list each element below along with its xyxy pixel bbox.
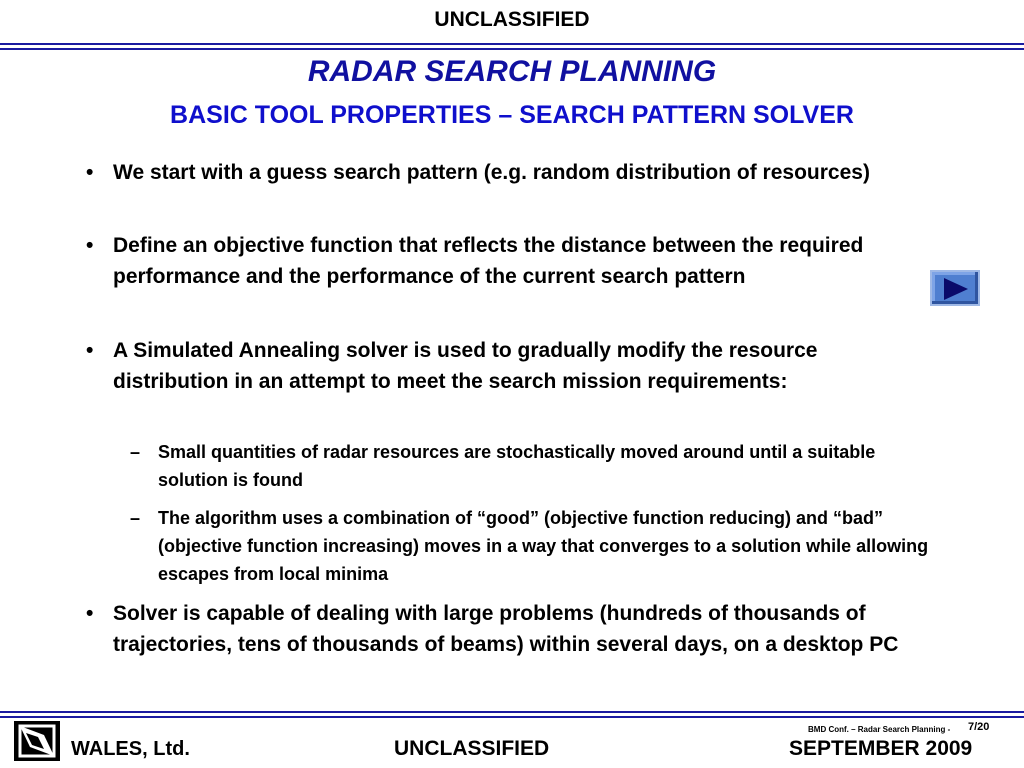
- bullet-text: Solver is capable of dealing with large problems (hundreds of thousands of trajectories, tens of thousands of beams) within several days, on a desktop PC: [113, 602, 899, 656]
- bullet-text: A Simulated Annealing solver is used to gradually modify the resource distribution in an attempt to meet the search mission requirements:: [113, 339, 818, 393]
- sub-bullet-text: Small quantities of radar resources are stochastically moved around until a suitable solution is found: [158, 442, 876, 490]
- slide-subtitle: BASIC TOOL PROPERTIES – SEARCH PATTERN SOLVER: [170, 101, 854, 129]
- conference-note: [808, 725, 950, 734]
- bullet-marker: •: [86, 339, 94, 362]
- wales-logo-icon: [14, 721, 60, 761]
- classification-header: UNCLASSIFIED: [434, 8, 590, 31]
- footer-date: SEPTEMBER 2009: [789, 737, 973, 760]
- next-slide-button[interactable]: [930, 270, 980, 306]
- conference-note-text: BMD Conf. – Radar Search Planning: [808, 725, 946, 734]
- footer-rule: [0, 711, 1024, 713]
- footer-rule-secondary: [0, 716, 1024, 718]
- sub-bullet-marker: –: [130, 508, 141, 528]
- sub-bullet-text: The algorithm uses a combination of “good” (objective function reducing) and “bad” (objective function increasing) moves in a way that converges to a solution while allowing escapes from local minima: [158, 508, 929, 584]
- bullet-text: Define an objective function that reflects the distance between the required performance and the performance of the current search pattern: [113, 234, 864, 288]
- bullet-marker: •: [86, 602, 94, 625]
- sub-bullet-marker: –: [130, 442, 141, 462]
- page-number: 7/20: [968, 721, 990, 733]
- header-rule-secondary: [0, 48, 1024, 50]
- company-name: WALES, Ltd.: [71, 738, 190, 760]
- header-rule: [0, 43, 1024, 45]
- classification-footer: UNCLASSIFIED: [394, 737, 550, 760]
- bullet-text: We start with a guess search pattern (e.g. random distribution of resources): [113, 161, 870, 184]
- play-arrow-icon: [944, 278, 968, 300]
- bullet-marker: •: [86, 161, 94, 184]
- page-prefix: -: [947, 725, 951, 734]
- slide-title: RADAR SEARCH PLANNING: [307, 55, 717, 88]
- bullet-marker: •: [86, 234, 94, 257]
